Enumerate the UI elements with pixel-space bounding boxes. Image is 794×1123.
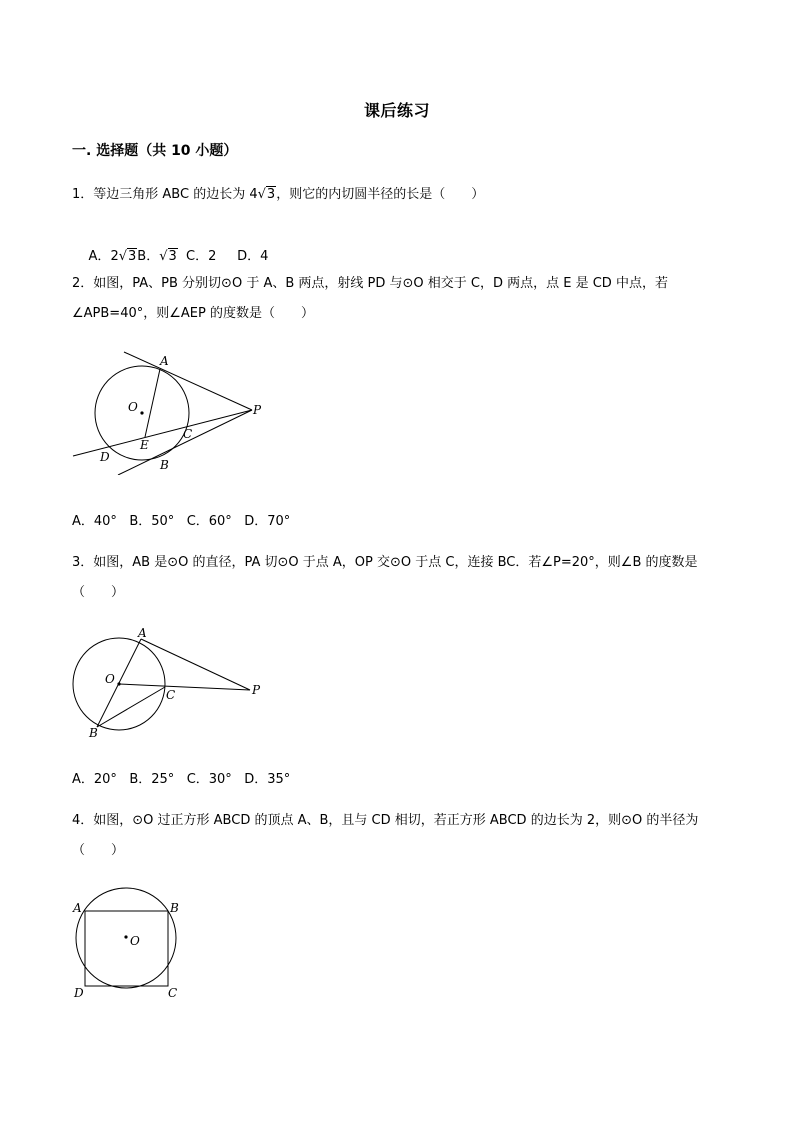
center-point <box>124 935 127 938</box>
label-o: O <box>128 400 138 414</box>
question-1 <box>72 180 728 210</box>
label-p: P <box>253 403 262 417</box>
segment-ae <box>145 369 160 437</box>
figure-4 <box>68 880 188 1005</box>
label-c: C <box>168 986 178 1000</box>
question-1-text-start: 1．等边三角形 ABC 的边长为 <box>72 187 250 202</box>
label-a: A <box>73 901 82 915</box>
option-a-value: 2√3 <box>110 249 137 264</box>
radical-coefficient: 4 <box>249 187 258 202</box>
label-d: D <box>100 450 110 464</box>
section-heading: 一. 选择题（共 10 小题） <box>72 143 238 159</box>
tangent-pb <box>118 410 252 475</box>
label-b: B <box>160 458 169 472</box>
question-1-text-end: ，则它的内切圆半径的长是（ ） <box>276 187 485 202</box>
label-p: P <box>252 683 261 697</box>
label-d: D <box>74 986 84 1000</box>
question-3-text: 3．如图，AB 是⊙O 的直径，PA 切⊙O 于点 A，OP 交⊙O 于点 C，连接 BC．若∠P=20°，则∠B 的度数是（ ） <box>72 555 698 600</box>
center-point <box>117 682 120 685</box>
question-3-options: A．20° B．25° C．30° D．35° <box>72 772 291 787</box>
option-a-radicand: 3 <box>128 249 137 264</box>
label-b: B <box>89 726 98 740</box>
question-2-text: 2．如图，PA、PB 分别切⊙O 于 A、B 两点，射线 PD 与⊙O 相交于 C，D 两点，点 E 是 CD 中点，若∠APB=40°，则∠AEP 的度数是（ ） <box>72 276 668 321</box>
label-c: C <box>183 427 193 441</box>
label-o: O <box>130 934 140 948</box>
option-a-label: A． <box>88 249 111 264</box>
center-point <box>140 411 143 414</box>
option-a-coefficient: 2 <box>110 249 119 264</box>
square-abcd <box>85 911 168 986</box>
label-c: C <box>166 688 176 702</box>
figure-3 <box>70 625 270 740</box>
radical-expression: 4√3 <box>249 187 276 202</box>
label-a: A <box>138 626 147 640</box>
radicand: 3 <box>266 187 276 202</box>
figure-2 <box>70 345 270 475</box>
tangent-pa <box>141 639 250 690</box>
segment-op <box>119 684 250 690</box>
option-b-label: B． <box>137 249 160 264</box>
option-b-radicand: 3 <box>168 249 177 264</box>
label-e: E <box>140 438 149 452</box>
question-2-options: A．40° B．50° C．60° D．70° <box>72 514 291 529</box>
label-a: A <box>160 354 169 368</box>
option-b-value: √3 <box>159 249 177 264</box>
question-4-text: 4．如图，⊙O 过正方形 ABCD 的顶点 A、B，且与 CD 相切，若正方形 ABCD 的边长为 2，则⊙O 的半径为（ ） <box>72 813 699 858</box>
label-b: B <box>170 901 179 915</box>
page-title: 课后练习 <box>363 101 430 120</box>
options-c-d: C．2 D．4 <box>177 249 269 264</box>
label-o: O <box>105 672 115 686</box>
